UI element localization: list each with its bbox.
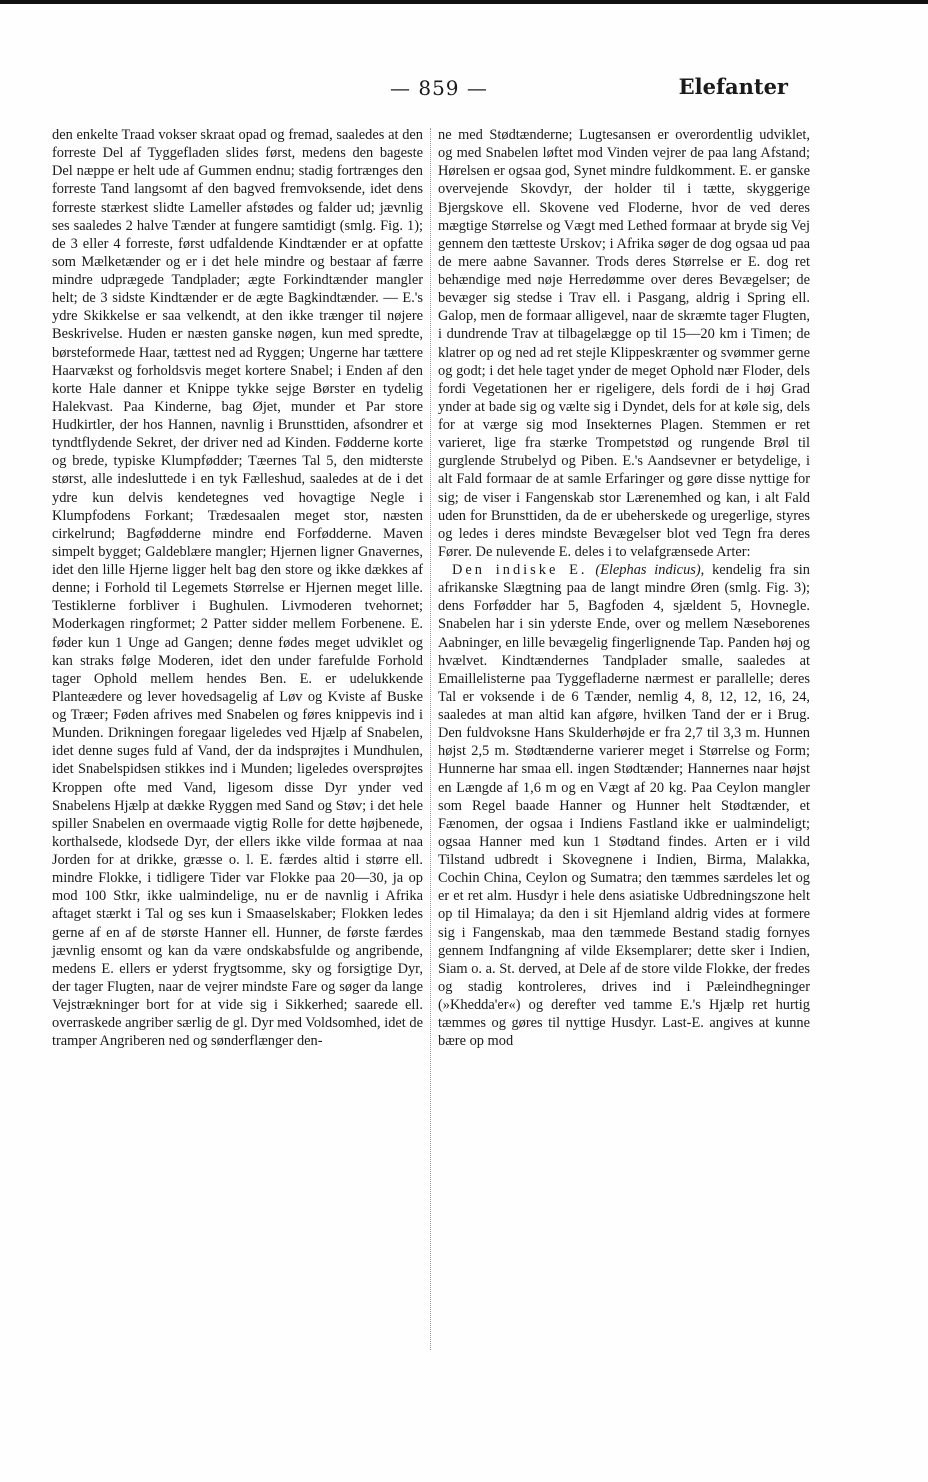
species-latin-name: (Elephas indicus) bbox=[595, 562, 701, 578]
page-header bbox=[52, 74, 788, 108]
left-column-text: den enkelte Traad vokser skraat opad og fremad, saaledes at den forreste Del af Tyggefladen slides først, medens den bageste Del næppe er helt ude af Gummen endnu; stadig fortrænges den forreste Tand langsomt af den bagved fremvoksende, idet dens forreste stærkest slidte Lameller afstødes og falder ud; jævnlig ses saaledes 2 halve Tænder at fungere samtidigt (smlg. Fig. 1); de 3 eller 4 forreste, først udfaldende Kindtænder er at opfatte som Mælketænder og er i det hele mindre og bestaar af færre mindre udprægede Tandplader; ægte Forkindtænder mangler helt; de 3 sidste Kindtænder er de ægte Bagkindtænder. — E.'s ydre Skikkelse er saa velkendt, at den ikke trænger til nøjere Beskrivelse. Huden er næsten ganske nøgen, kun med spredte, børsteformede Haar, tættest ned ad Ryggen; Ungerne har tættere Haarvækst og forholdsvis meget kortere Snabel; i Enden af den korte Hale danner et Knippe tykke sejge Børster en tydelig Halekvast. Paa Kinderne, bag Øjet, munder et Par store Hudkirtler, der hos Hannen, navnlig i Brunsttiden, afsondrer et tyndtflydende Sekret, der driver ned ad Kinden. Fødderne korte og brede, typiske Klumpfødder; Tæernes Tal 5, den midterste størst, alle indesluttede i en tyk Fælleshud, saaledes at de i det ydre kun delvis kendetegnes ved hovagtige Negle i Klumpfodens Forkant; Trædesaalen meget stor, næsten cirkelrund; Bagfødderne mindre end Forfødderne. Maven simpelt bygget; Galdeblære mangler; Hjernen ligner Gnavernes, idet den lille Hjerne ligger helt bag den store og ikke dækkes af denne; i Forhold til Legemets Størrelse er Hjernen meget lille. Testiklerne forbliver i Bughulen. Livmoderen tvehornet; Moderkagen ringformet; 2 Patter sidder mellem Forbenene. E. føder kun 1 Unge ad Gangen; denne fødes meget udviklet og kan straks følge Moderen, idet den under farefulde Forhold tager Ophold mellem hendes Ben. E. er udelukkende Planteædere og lever hovedsagelig af Løv og Kviste af Buske og Træer; Føden afrives med Snabelen og føres knippevis ind i Munden. Drikningen foregaar ligeledes ved Hjælp af Snabelen, idet denne suges fuld af Vand, der da indsprøjtes i Mundhulen, idet Snabelspidsen stikkes ind i Munden; ligeledes oversprøjtes Kroppen ofte med Vand, ligesom disse Dyr ynder ved Snabelens Hjælp at dække Ryggen med Sand og Støv; i det hele spiller Snabelen en overmaade vigtig Rolle for dette højbenede, korthalsede, klodsede Dyr, der ellers ikke vilde formaa at naa Jorden for at drikke, græsse o. l. E. færdes altid i større ell. mindre Flokke, i tidligere Tider var Flokke paa 20—30, ja op mod 100 Stkr, ikke ualmindelige, nu er de navnlig i Afrika aftaget stærkt i Tal og ses kun i Smaaselskaber; Flokken ledes gerne af en af de største Hanner ell. Hunner, de første færdes jævnlig ensomt og kan da være ondskabsfulde og angribende, medens E. ellers er yderst frygtsomme, sky og forsigtige Dyr, der tager Flugten, naar de vejrer mindste Fare og søger da lange Vejstrækninger bort for at vide sig i Sikkerhed; saarede ell. overraskede angriber særlig de gl. Dyr med Voldsomhed, idet de tramper Angriberen ned og sønderflænger den- bbox=[52, 127, 423, 1050]
running-head: Elefanter bbox=[678, 74, 788, 99]
species-description: , kendelig fra sin afrikanske Slægtning paa de langt mindre Øren (smlg. Fig. 3); dens Forfødder har 5, Bagfoden 4, sjældent 5, Hovnegle. Snabelen har i sin yderste Ende, over og mellem Næseborenes Aabninger, en lille bevægelig fingerlignende Tap. Panden høj og hvælvet. Kindtændernes Tandplader smalle, saaledes at Emaillelisterne paa Tyggefladerne nærmest er parallelle; deres Tal er voksende i de 6 Tænder, nemlig 4, 8, 12, 12, 16, 24, saaledes at man altid kan afgøre, hvilken Tand der er i Brug. Den fuldvoksne Hans Skulderhøjde er fra 2,7 til 3,3 m. Hunnen højst 2,5 m. Stødtænderne varierer meget i Størrelse og Form; Hunnerne har smaa ell. ingen Stødtænder; Hannernes naar højst en Længde af 1,6 m og en Vægt af 20 kg. Paa Ceylon mangler som Regel baade Hanner og Hunner helt Stødtænder, et Fænomen, der ogsaa i Indiens Fastland ikke er ualmindeligt; ogsaa Hanner med kun 1 Stødtand findes. Arten er i vild Tilstand udbredt i Skovegnene i Indien, Birma, Malakka, Cochin China, Ceylon og Sumatra; den tæmmes særdeles let og er et ret alm. Husdyr i hele dens asiatiske Udbredningszone helt op til Himalaya; da den i sit Hjemland aldrig vides at formere sig i Fangenskab, maa den tæmmede Bestand stadig fornyes gennem Indfangning af vilde Eksemplarer; dette sker i Indien, Siam o. a. St. derved, at Dele af de store vilde Flokke, der fredes og stadig kontroleres, drives ind i Pæleindhegninger (»Khedda'er«) og derefter ved tamme E.'s Hjælp ret hurtig tæmmes og gøres til nyttige Husdyr. Last-E. angives at kunne bære op mod bbox=[438, 562, 810, 1050]
column-divider bbox=[430, 128, 431, 1350]
right-column bbox=[438, 126, 810, 1050]
page-number: — 859 — bbox=[390, 76, 488, 100]
left-column bbox=[52, 126, 423, 1050]
species-heading: Den indiske E. bbox=[452, 562, 588, 578]
top-border bbox=[0, 0, 928, 4]
right-column-paragraph-1: ne med Stødtænderne; Lugtesansen er overordentlig udviklet, og med Snabelen løftet mod Vinden vejrer de paa lang Afstand; Hørelsen er ogsaa god, Synet mindre fuldkomment. E. er ganske overvejende Skovdyr, der holder til i tætte, skyggerige Bjergskove ell. Skovene ved Floderne, hvor de ved deres mægtige Størrelse og Vægt med Lethed formaar at bryde sig Vej gennem den tætteste Urskov; i Afrika søger de dog ogsaa ud paa de mere aabne Savanner. Trods deres Størrelse er E. dog ret behændige med nøje Herredømme over deres Bevægelser; de bevæger sig stedse i Trav ell. i Pasgang, aldrig i Spring ell. Galop, men de formaar alligevel, naar de skræmte tager Flugten, i dundrende Trav at tilbagelægge op til 15—20 km i Timen; de klatrer op og ned ad ret stejle Klippeskrænter og svømmer gerne og godt; i det hele taget ynder de meget Ophold nær Floder, dels fordi Vegetationen her er rigeligere, dels fordi de i høj Grad ynder at bade sig og vælte sig i Dyndet, dels for at køle sig, dels for at værge sig mod Insekternes Plagen. Stemmen er ret varieret, lige fra stærke Trompetstød og rungende Brøl til gurglende Strubelyd og Piben. E.'s Aandsevner er betydelige, i alt Fald formaar de at samle Erfaringer og gøre disse nyttige for sig; de viser i Fangenskab stor Lærenemhed og kan, i alt Fald uden for Brunsttiden, da de er ubeherskede og uregerlige, styres og ledes i deres mindste Bevægelser blot ved Tegn fra deres Fører. De nulevende E. deles i to velafgrænsede Arter: bbox=[438, 127, 810, 560]
right-column-paragraph-2 bbox=[438, 561, 810, 1050]
